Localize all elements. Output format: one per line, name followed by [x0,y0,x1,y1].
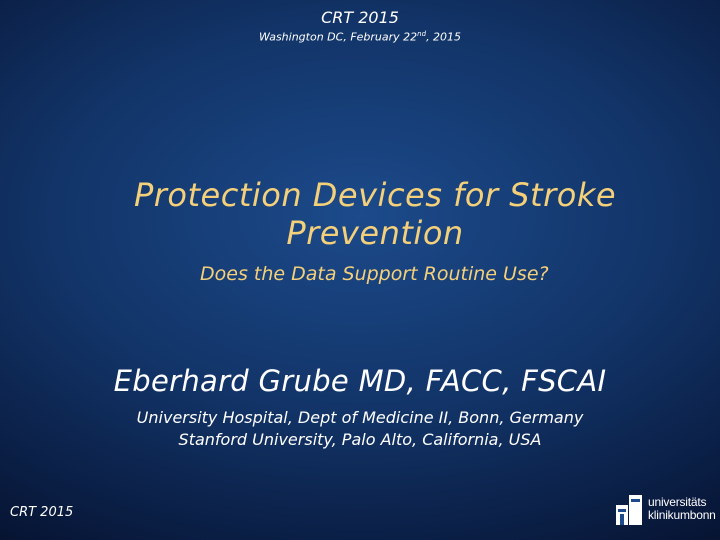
conference-title: CRT 2015 [321,8,399,27]
university-logo-icon [614,491,644,527]
conference-subtitle-suffix: , 2015 [426,30,462,44]
presenter-affiliation-2: Stanford University, Palo Alto, California, USA [178,430,542,449]
conference-subtitle-ordinal: nd [417,30,427,38]
university-logo-line-1: universitäts [648,495,707,509]
presentation-title-line-1: Protection Devices for Stroke [133,176,617,214]
presenter-name: Eberhard Grube MD, FACC, FSCAI [113,364,607,398]
university-logo [614,488,716,530]
footer-label: CRT 2015 [10,505,74,520]
presentation-subtitle: Does the Data Support Routine Use? [200,263,549,285]
presentation-title-line-2: Prevention [286,214,464,252]
presentation-title [80,176,670,252]
conference-subtitle-prefix: Washington DC, February 22 [258,30,418,44]
conference-subtitle [0,30,720,44]
presenter-affiliation-1: University Hospital, Dept of Medicine II, Bonn, Germany [136,408,584,427]
university-logo-text [648,496,716,522]
university-logo-line-2: klinikumbonn [648,508,716,522]
